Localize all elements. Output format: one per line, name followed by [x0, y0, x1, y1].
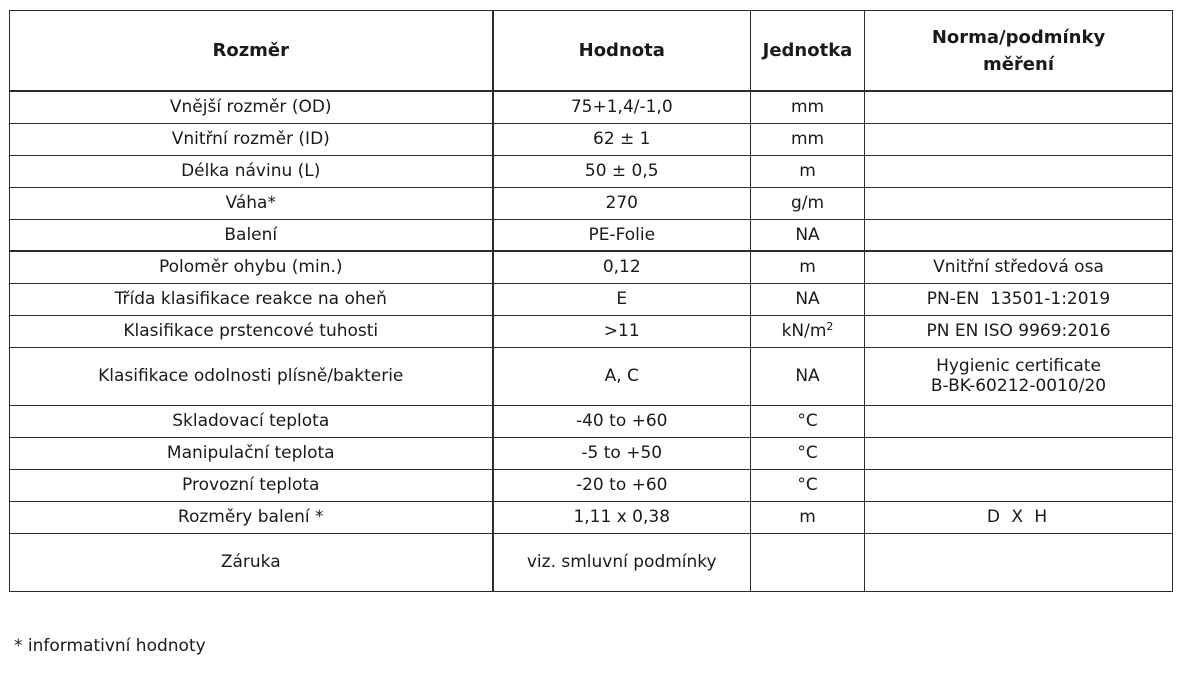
table-row — [10, 251, 1173, 283]
cell-value: >11 — [493, 315, 751, 347]
cell-dimension: Vnější rozměr (OD) — [10, 91, 493, 123]
cell-norm: PN EN ISO 9969:2016 — [865, 315, 1173, 347]
cell-dimension: Vnitřní rozměr (ID) — [10, 123, 493, 155]
table-row — [10, 187, 1173, 219]
cell-dimension: Klasifikace odolnosti plísně/bakterie — [10, 347, 493, 405]
cell-unit: NA — [751, 219, 865, 251]
table-row — [10, 155, 1173, 187]
cell-unit: m — [751, 155, 865, 187]
cell-dimension: Váha* — [10, 187, 493, 219]
cell-value: 1,11 x 0,38 — [493, 501, 751, 533]
table-row — [10, 91, 1173, 123]
cell-norm — [865, 347, 1173, 405]
specification-table — [9, 10, 1173, 592]
cell-dimension: Balení — [10, 219, 493, 251]
unit-superscript: 2 — [826, 319, 834, 333]
table-row — [10, 469, 1173, 501]
table-header-row — [10, 11, 1173, 92]
cell-norm — [865, 469, 1173, 501]
cell-unit — [751, 533, 865, 591]
cell-norm — [865, 437, 1173, 469]
cell-norm: D X H — [865, 501, 1173, 533]
header-norm — [865, 11, 1173, 92]
table-row — [10, 437, 1173, 469]
cell-value: -5 to +50 — [493, 437, 751, 469]
cell-norm: Vnitřní středová osa — [865, 251, 1173, 283]
cell-unit: °C — [751, 469, 865, 501]
cell-dimension: Třída klasifikace reakce na oheň — [10, 283, 493, 315]
cell-value: E — [493, 283, 751, 315]
table-row — [10, 347, 1173, 405]
cell-unit: m — [751, 501, 865, 533]
cell-unit: mm — [751, 91, 865, 123]
cell-value: 75+1,4/-1,0 — [493, 91, 751, 123]
cell-norm — [865, 533, 1173, 591]
cell-value: -40 to +60 — [493, 405, 751, 437]
cell-norm — [865, 187, 1173, 219]
cell-value: 50 ± 0,5 — [493, 155, 751, 187]
cell-value: 270 — [493, 187, 751, 219]
cell-dimension: Poloměr ohybu (min.) — [10, 251, 493, 283]
cell-value: A, C — [493, 347, 751, 405]
cell-dimension: Rozměry balení * — [10, 501, 493, 533]
cell-dimension: Záruka — [10, 533, 493, 591]
header-value: Hodnota — [493, 11, 751, 92]
footnote: * informativní hodnoty — [14, 636, 206, 656]
cell-value: PE-Folie — [493, 219, 751, 251]
cell-unit: NA — [751, 283, 865, 315]
cell-value: viz. smluvní podmínky — [493, 533, 751, 591]
header-norm-line2: měření — [982, 53, 1055, 75]
cell-dimension: Délka návinu (L) — [10, 155, 493, 187]
cell-dimension: Skladovací teplota — [10, 405, 493, 437]
table-row — [10, 219, 1173, 251]
table-row — [10, 283, 1173, 315]
cell-norm — [865, 91, 1173, 123]
cell-norm — [865, 123, 1173, 155]
cell-norm — [865, 155, 1173, 187]
cell-dimension: Klasifikace prstencové tuhosti — [10, 315, 493, 347]
cell-unit: °C — [751, 405, 865, 437]
header-norm-line1: Norma/podmínky — [931, 26, 1106, 48]
cell-unit: g/m — [751, 187, 865, 219]
cell-value: 62 ± 1 — [493, 123, 751, 155]
cell-norm — [865, 405, 1173, 437]
cell-unit: m — [751, 251, 865, 283]
cell-dimension: Manipulační teplota — [10, 437, 493, 469]
cell-value: 0,12 — [493, 251, 751, 283]
table-row — [10, 501, 1173, 533]
cell-unit: °C — [751, 437, 865, 469]
cell-dimension: Provozní teplota — [10, 469, 493, 501]
table-row — [10, 533, 1173, 591]
cell-norm: PN-EN 13501-1:2019 — [865, 283, 1173, 315]
cell-norm — [865, 219, 1173, 251]
cell-unit: mm — [751, 123, 865, 155]
norm-line1: Hygienic certificate — [936, 355, 1101, 376]
cell-value: -20 to +60 — [493, 469, 751, 501]
unit-base: kN/m — [781, 320, 827, 341]
header-dimension: Rozměr — [10, 11, 493, 92]
table-row — [10, 123, 1173, 155]
cell-unit: NA — [751, 347, 865, 405]
table-row — [10, 315, 1173, 347]
header-unit: Jednotka — [751, 11, 865, 92]
cell-unit — [751, 315, 865, 347]
table-row — [10, 405, 1173, 437]
norm-line2: B-BK-60212-0010/20 — [930, 376, 1107, 396]
